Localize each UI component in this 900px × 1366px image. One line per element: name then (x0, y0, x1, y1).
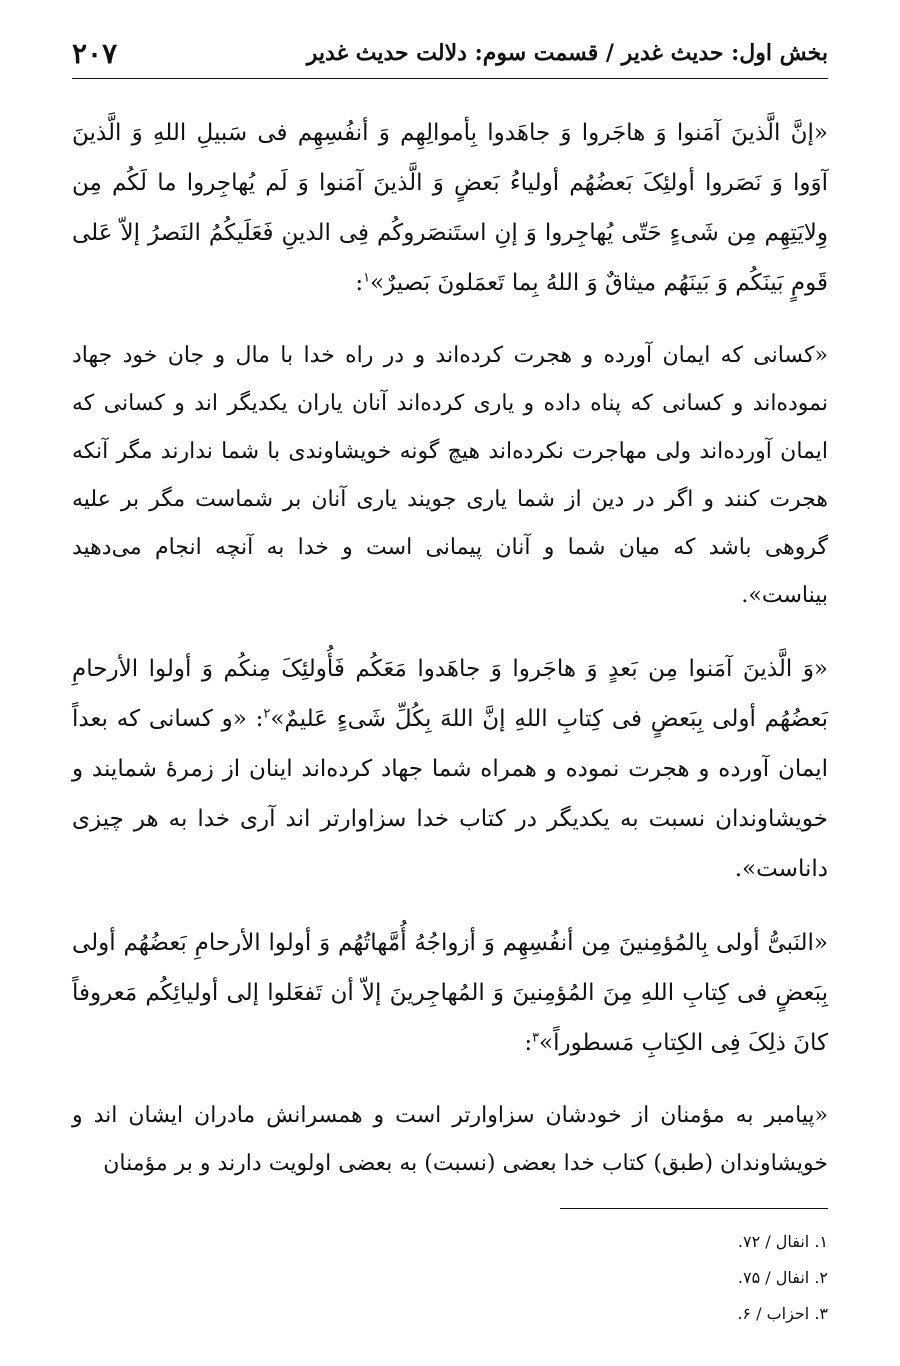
footnote-marker: ۲ (263, 706, 271, 722)
footnote-divider (560, 1208, 828, 1209)
page-number: ۲۰۷ (72, 36, 118, 70)
translation-text: «کسانی که ایمان آورده و هجرت کرده‌اند و در راه خدا با مال و جان خود جهاد نموده‌اند و کسانی که پناه داده و یاری کرده‌اند آنان یاران یکدیگر اند و کسانی که ایمان آورده‌اند ولی مهاجرت نکرده‌اند هیچ گونه خویشاوندی با شما ندارند مگر آنکه هجرت کنند و اگر در دین از شما یاری جویند یاری آنان بر شماست مگر بر علیه گروهی باشد که میان شما و آنان پیمانی است و خدا به آنچه انجام می‌دهید بیناست». (72, 343, 828, 608)
page-header (72, 28, 828, 79)
page-body (72, 108, 828, 1212)
verse-text: «وَ الَّذینَ آمَنوا مِن بَعدٍ وَ هاجَروا وَ جاهَدوا مَعَکُم فَأُولئِکَ مِنکُم وَ أولوا الأرحامِ بَعضُهُم أولی بِبَعضٍ فی کِتابِ اللهِ إنَّ اللهَ بِکُلِّ شَیءٍ عَلیمٌ» (72, 656, 828, 732)
translation-anfal-72 (72, 332, 828, 620)
footnote-marker: ۳ (532, 1030, 540, 1046)
verse-text: «النَبیُّ أولی بِالمُؤمِنینَ مِن أنفُسِهِم وَ أزواجُهُ أُمَّهاتُهُم وَ أولوا الأرحامِ بَعضُهُم أولی بِبَعضٍ فی کِتابِ اللهِ مِنَ المُؤمِنینَ وَ المُهاجِرینَ إلاّ أن تَفعَلوا إلی أولیائِکُم مَعروفاً کانَ ذلِکَ فِی الکِتابِ مَسطوراً» (72, 930, 828, 1056)
verse-text: «إنَّ الَّذینَ آمَنوا وَ هاجَروا وَ جاهَدوا بِأموالِهِم وَ أنفُسِهِم فی سَبیلِ اللهِ وَ الَّذینَ آوَوا وَ نَصَروا أولئِکَ بَعضُهُم أولیاءُ بَعضٍ وَ الَّذینَ آمَنوا وَ لَم یُهاجِروا ما لَکُم مِن وِلایَتِهِم مِن شَیءٍ حَتّی یُهاجِروا وَ إنِ استَنصَروکُم فِی الدینِ فَعَلَیکُمُ النَصرُ إلاّ عَلی قَومٍ بَینَکُم وَ بَینَهُم میثاقٌ وَ اللهُ بِما تَعمَلونَ بَصیرٌ» (72, 120, 828, 296)
footnote-1: ۱. انفال / ۷۲. (737, 1232, 828, 1251)
translation-text: : «و کسانی که بعداً ایمان آورده و هجرت نموده و همراه شما جهاد کرده‌اند اینان از زمرهٔ شمایند و خویشاوندان نسبت به یکدیگر در کتاب خدا سزاوارتر اند آری خدا به هر چیزی داناست». (72, 706, 828, 882)
footnotes (72, 1224, 828, 1332)
translation-ahzab-6 (72, 1092, 828, 1188)
footnote-2: ۲. انفال / ۷۵. (737, 1268, 828, 1287)
verse-tail: : (355, 270, 364, 296)
quran-verse-ahzab-6 (72, 918, 828, 1068)
quran-verse-anfal-75 (72, 644, 828, 894)
footnote-marker: ۱ (363, 270, 371, 286)
running-header-title: بخش اول: حدیث غدیر / قسمت سوم: دلالت حدیث غدیر (306, 40, 828, 66)
verse-tail: : (524, 1030, 533, 1056)
quran-verse-anfal-72 (72, 108, 828, 308)
translation-text: «پیامبر به مؤمنان از خودشان سزاوارتر است و همسرانش مادران ایشان اند و خویشاوندان (طبق) کتاب خدا بعضی (نسبت) به بعضی اولویت دارند و بر مؤمنان (72, 1103, 828, 1176)
footnote-3: ۳. احزاب / ۶. (737, 1304, 828, 1323)
